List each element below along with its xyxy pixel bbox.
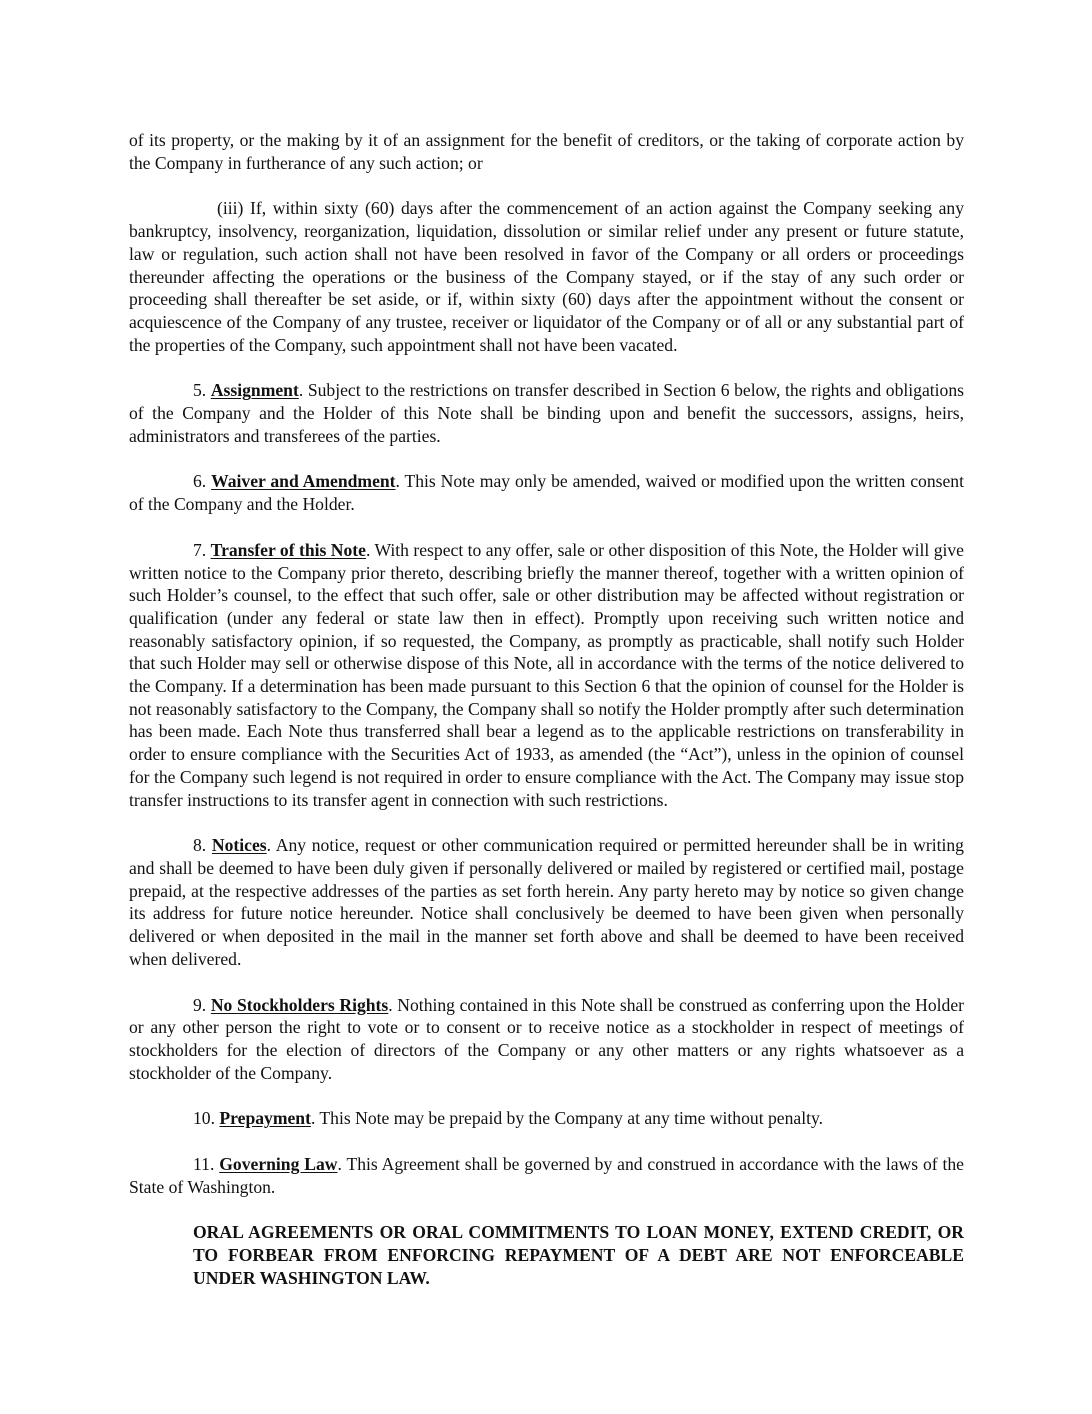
section-number: 10. <box>193 1108 215 1129</box>
section-5-assignment <box>129 379 964 447</box>
section-6-waiver <box>129 470 964 515</box>
section-number: 11. <box>193 1154 215 1175</box>
section-number: 9. <box>193 994 207 1015</box>
section-text: . This Note may be prepaid by the Company at any time without penalty. <box>310 1108 824 1129</box>
section-10-prepayment <box>129 1107 964 1130</box>
section-text: . This Agreement shall be governed by and construed in accordance with the laws of the State of Washington. <box>129 1154 964 1197</box>
section-number: 6. <box>193 471 207 492</box>
section-7-transfer <box>129 539 964 811</box>
section-heading: Assignment <box>210 380 299 401</box>
document-page <box>129 129 964 1290</box>
section-heading: Waiver and Amendment <box>211 471 396 492</box>
section-heading: Prepayment <box>219 1108 311 1129</box>
section-11-governing-law <box>129 1153 964 1198</box>
section-heading: Transfer of this Note <box>210 539 366 560</box>
section-text: . With respect to any offer, sale or other disposition of this Note, the Holder will give written notice to the Company prior thereto, describing briefly the manner thereof, together with a written opinion of such Holder’s counsel, to the effect that such offer, sale or other distribution may be affected without registration or qualification (under any federal or state law then in effect). Promptly upon receiving such written notice and reasonably satisfactory opinion, if so requested, the Company, as promptly as practicable, shall notify such Holder that such Holder may sell or otherwise dispose of this Note, all in accordance with the terms of the notice delivered to the Company. If a determination has been made pursuant to this Section 6 that the opinion of counsel for the Holder is not reasonably satisfactory to the Company, the Company shall so notify the Holder promptly after such determination has been made. Each Note thus transferred shall bear a legend as to the applicable restrictions on transferability in order to ensure compliance with the Securities Act of 1933, as amended (the “Act”), unless in the opinion of counsel for the Company such legend is not required in order to ensure compliance with the Act. The Company may issue stop transfer instructions to its transfer agent in connection with such restrictions. <box>129 539 964 810</box>
section-text: . Subject to the restrictions on transfer described in Section 6 below, the rights and obligations of the Company and the Holder of this Note shall be binding upon and benefit the successors, assigns, heirs, administrators and transferees of the parties. <box>129 380 964 446</box>
section-8-notices <box>129 834 964 970</box>
section-number: 8. <box>193 835 207 856</box>
subsection-iii: (iii) If, within sixty (60) days after the commencement of an action against the Company seeking any bankruptcy, insolvency, reorganization, liquidation, dissolution or similar relief under any present or future statute, law or regulation, such action shall not have been resolved in favor of the Company or all orders or proceedings thereunder affecting the operations or the business of the Company stayed, or if the stay of any such order or proceeding shall thereafter be set aside, or if, within sixty (60) days after the appointment without the consent or acquiescence of the Company of any trustee, receiver or liquidator of the Company or of all or any substantial part of the properties of the Company, such appointment shall not have been vacated. <box>129 198 964 355</box>
section-number: 7. <box>193 539 207 560</box>
section-heading: Governing Law <box>219 1154 338 1175</box>
section-heading: Notices <box>211 835 267 856</box>
section-text: . Nothing contained in this Note shall be construed as conferring upon the Holder or any other person the right to vote or to consent or to receive notice as a stockholder in respect of meetings of stockholders for the election of directors of the Company or any other matters or any rights whatsoever as a stockholder of the Company. <box>129 994 965 1083</box>
section-text: . Any notice, request or other communication required or permitted hereunder shall be in writing and shall be deemed to have been duly given if personally delivered or mailed by registered or certified mail, postage prepaid, at the respective addresses of the parties as set forth herein. Any party hereto may by notice so given change its address for future notice hereunder. Notice shall conclusively be deemed to have been given when personally delivered or when deposited in the mail in the manner set forth above and shall be deemed to have been received when delivered. <box>129 835 964 969</box>
section-heading: No Stockholders Rights <box>210 994 389 1015</box>
section-9-stockholders <box>129 994 964 1085</box>
section-text: . This Note may only be amended, waived or modified upon the written consent of the Company and the Holder. <box>129 471 964 515</box>
intro-paragraph: of its property, or the making by it of an assignment for the benefit of creditors, or the taking of corporate action by the Company in furtherance of any such action; or <box>129 130 964 173</box>
oral-agreements-notice: ORAL AGREEMENTS OR ORAL COMMITMENTS TO LOAN MONEY, EXTEND CREDIT, OR TO FORBEAR FROM ENFORCING REPAYMENT OF A DEBT ARE NOT ENFORCEABLE UNDER WASHINGTON LAW. <box>193 1222 964 1288</box>
section-number: 5. <box>193 380 207 401</box>
